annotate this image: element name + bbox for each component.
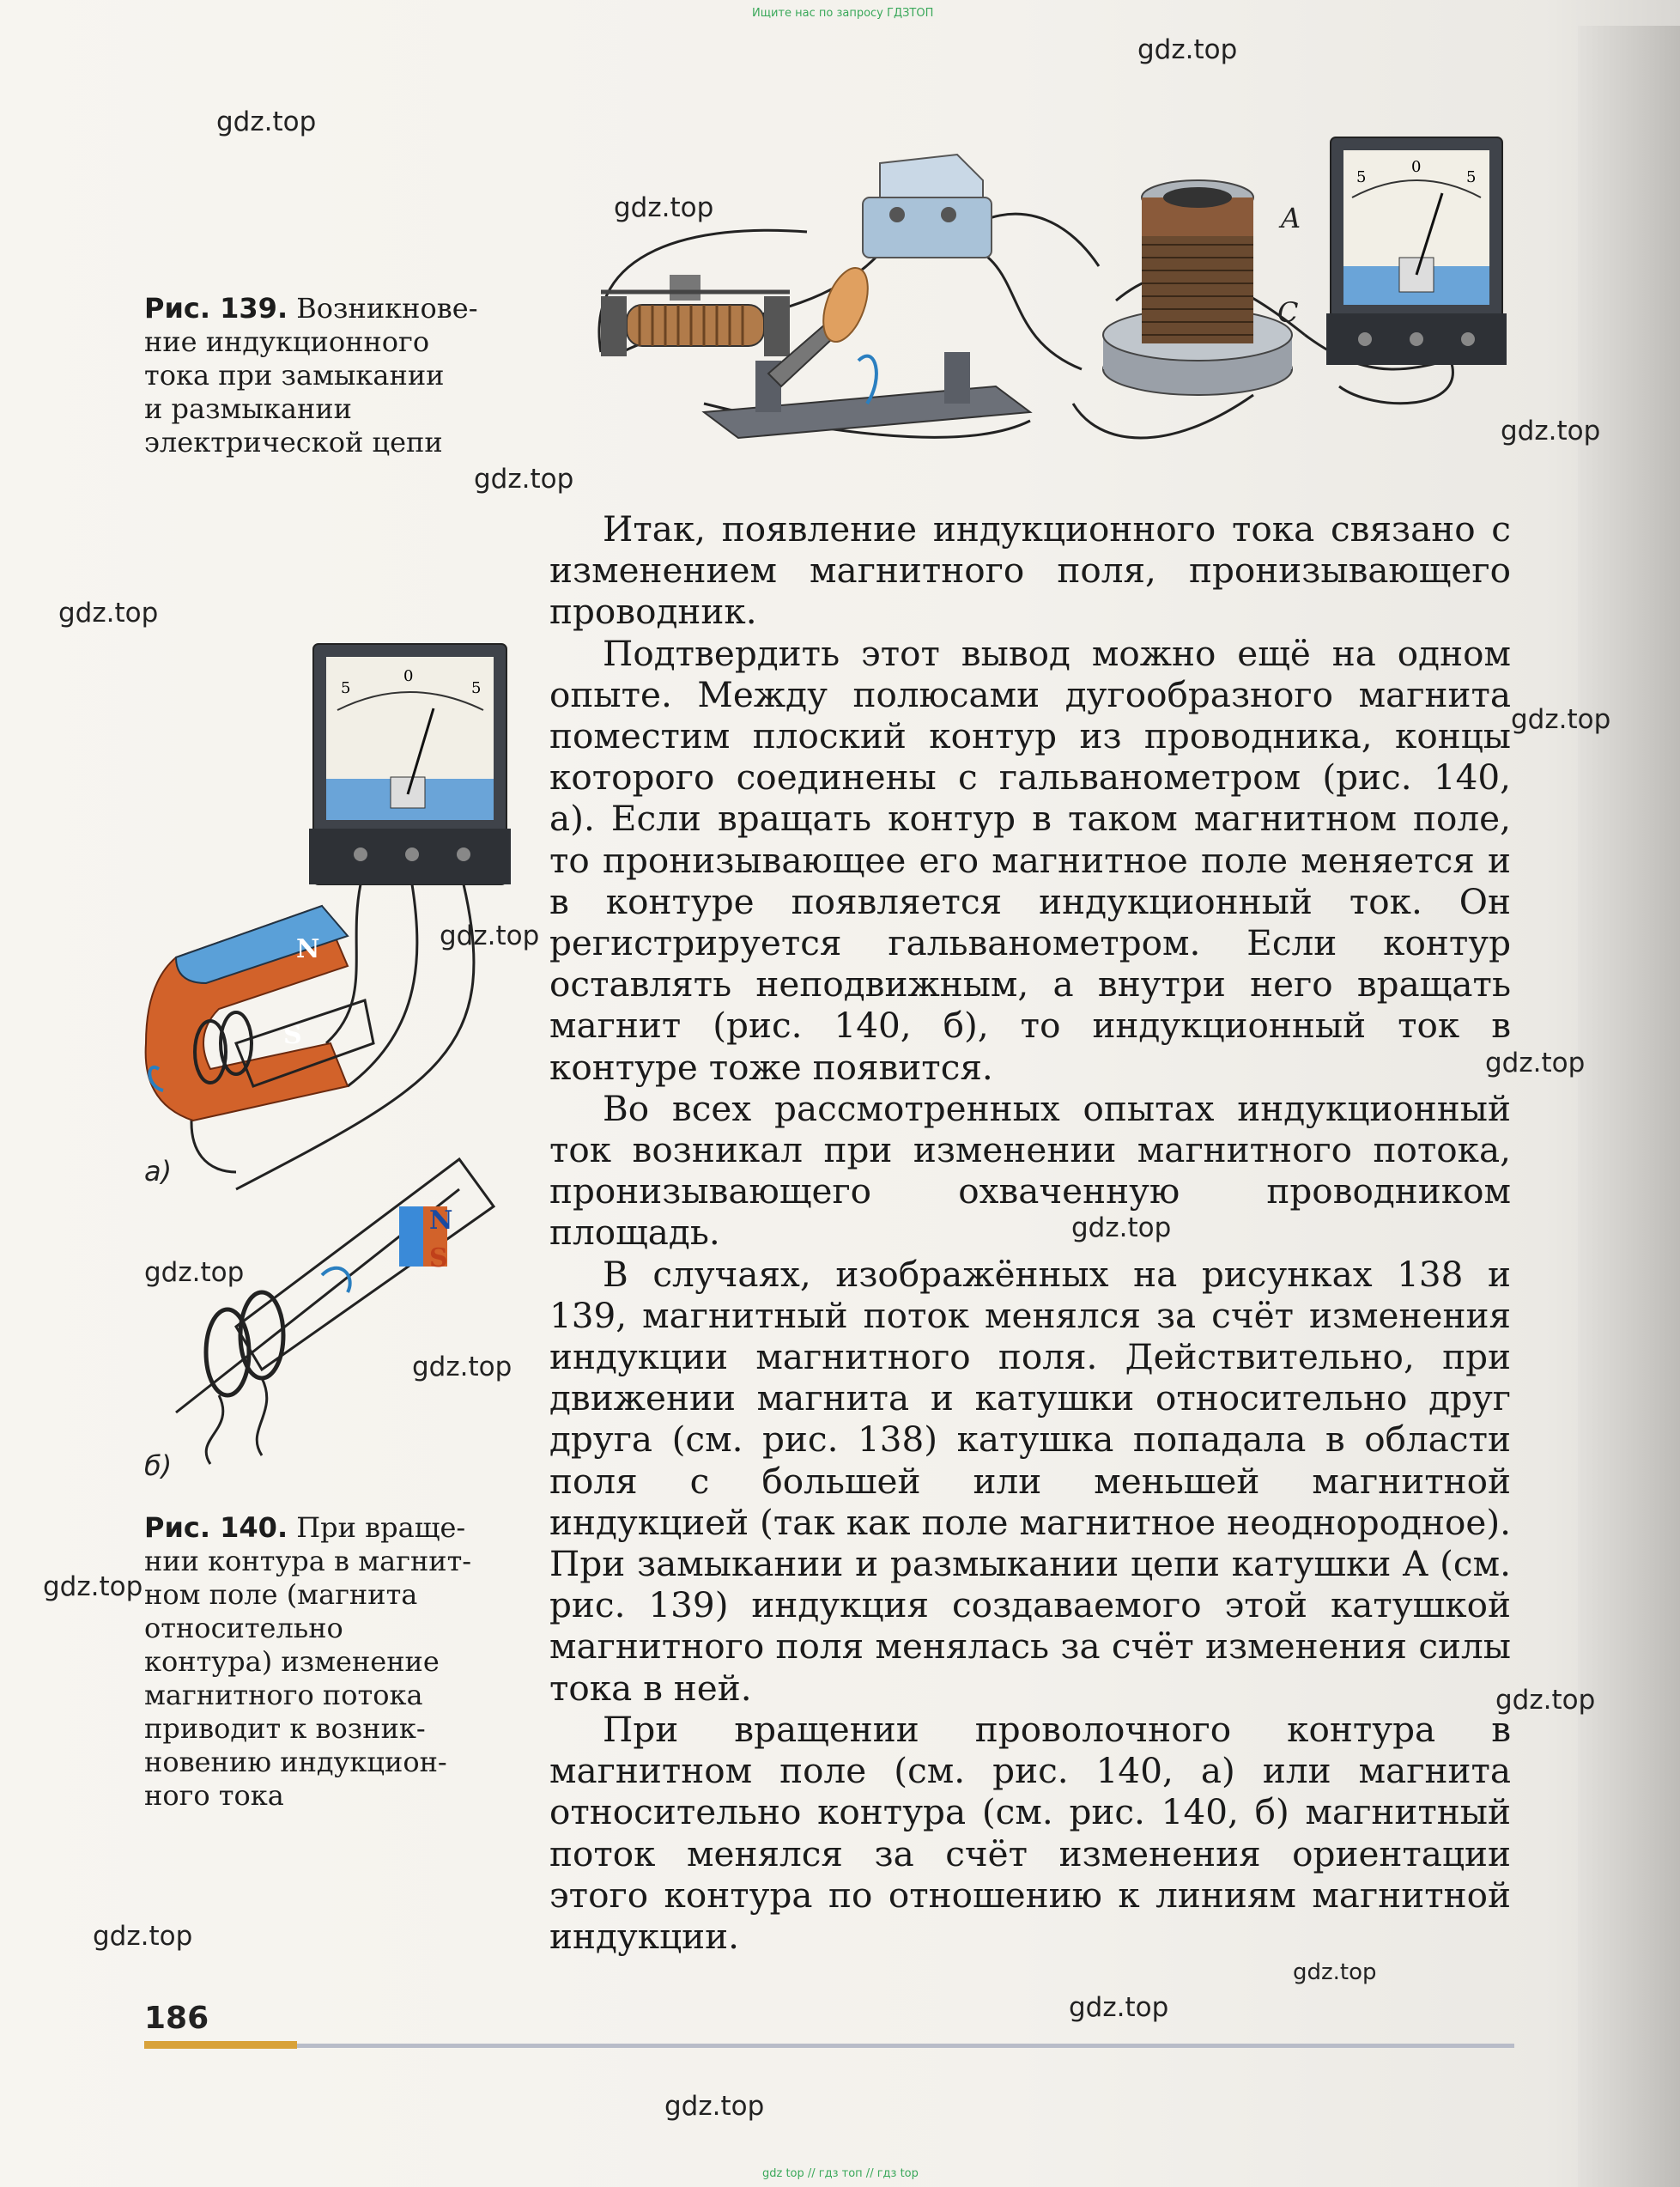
figure-140: [142, 640, 519, 1473]
watermark: gdz.top: [216, 106, 317, 137]
paragraph: Подтвердить этот вывод можно ещё на одном опыте. Между полюсами дугообразного магнита поместим плоский контур из проводника, концы которого соединены с гальванометром (рис. 140, а). Если вращать контур в таком магнитном поле, то пронизывающее его магнитное поле меняется и в контуре появляется индукционный ток. Он регистрируется гальванометром. Если контур оставлять неподвижным, а внутри него вращать магнит (рис. 140, б), то индукционный ток в контуре тоже появится.: [549, 632, 1511, 1088]
paragraph: В случаях, изображённых на рисунках 138 и 139, магнитный поток менялся за счёт изменения индукции магнитного поля. Действительно, при движении магнита и катушки относительно друг друга (см. рис. 138) катушка попадала в области поля с большей или меньшей магнитной индукцией (так как поле магнитное неоднородное). При замыкании и размыкании цепи катушки A (см. рис. 139) индукция создаваемого этой катушкой магнитного поля менялась за счёт изменения силы тока в ней.: [549, 1253, 1511, 1709]
watermark: gdz.top: [614, 192, 714, 223]
svg-text:5: 5: [1356, 168, 1367, 186]
footer-rule: [297, 2044, 1514, 2048]
watermark: gdz.top: [93, 1921, 193, 1952]
coil-label-c: C: [1277, 296, 1299, 329]
watermark: gdz.top: [1495, 1685, 1596, 1716]
watermark: gdz.top: [1485, 1048, 1586, 1078]
watermark: gdz.top: [1511, 704, 1611, 735]
watermark: gdz.top: [1071, 1212, 1172, 1243]
watermark: gdz.top: [1137, 34, 1238, 65]
figure-140-caption: [144, 1511, 505, 1813]
watermark: gdz.top: [440, 920, 540, 951]
figure-139: [549, 129, 1519, 468]
watermark: gdz.top: [144, 1257, 245, 1288]
svg-text:5: 5: [471, 679, 482, 697]
caption-line: ном поле (магнита: [144, 1578, 418, 1611]
caption-line: нии контура в магнит-: [144, 1545, 472, 1577]
svg-text:0: 0: [1411, 158, 1422, 176]
watermark: gdz.top: [1501, 416, 1601, 447]
watermark: gdz.top: [664, 2091, 765, 2122]
caption-line: магнитного потока: [144, 1679, 423, 1711]
svg-text:5: 5: [341, 679, 351, 697]
caption-line: новению индукцион-: [144, 1746, 447, 1778]
footer-rule-accent: [144, 2041, 297, 2049]
watermark: gdz.top: [474, 464, 574, 495]
magnet-a-n: N: [296, 934, 320, 964]
magnet-a-s: S: [283, 1020, 302, 1050]
main-text: [549, 508, 1511, 1957]
caption-line: относительно: [144, 1612, 343, 1644]
paragraph: Итак, появление индукционного тока связано с изменением магнитного поля, пронизывающего проводник.: [549, 508, 1511, 633]
watermark: gdz.top: [412, 1352, 512, 1382]
caption-line: контура) изменение: [144, 1645, 440, 1678]
svg-text:0: 0: [403, 667, 414, 685]
watermark: gdz.top: [43, 1571, 143, 1602]
caption-line: электрической цепи: [144, 426, 443, 459]
watermark-bottom: gdz top // гдз топ // гдз top: [762, 2167, 919, 2180]
magnet-b-n: N: [429, 1206, 453, 1236]
caption-line: Возникнове-: [296, 292, 478, 325]
svg-text:5: 5: [1466, 168, 1477, 186]
caption-line: При враще-: [296, 1511, 466, 1544]
watermark: gdz.top: [1293, 1959, 1377, 1985]
watermark-top: Ищите нас по запросу ГДЗТОП: [752, 7, 934, 20]
figure-140-label-a: а): [144, 1155, 173, 1188]
caption-line: тока при замыкании: [144, 359, 445, 392]
caption-line: ние индукционного: [144, 325, 430, 358]
figure-139-number: Рис. 139.: [144, 292, 288, 325]
caption-line: и размыкании: [144, 392, 352, 425]
watermark: gdz.top: [58, 598, 159, 629]
figure-139-caption: [144, 292, 505, 459]
caption-line: ного тока: [144, 1779, 284, 1812]
figure-140-number: Рис. 140.: [144, 1511, 288, 1544]
page-number: 186: [144, 2001, 209, 2036]
caption-line: приводит к возник-: [144, 1712, 426, 1745]
magnet-b-s: S: [429, 1243, 448, 1273]
paragraph: Во всех рассмотренных опытах индукционный ток возникал при изменении магнитного потока, пронизывающего охваченную проводником площадь.: [549, 1087, 1511, 1254]
page-edge-shadow: [1578, 26, 1680, 2187]
watermark: gdz.top: [1069, 1992, 1169, 2023]
paragraph: При вращении проволочного контура в магнитном поле (см. рис. 140, а) или магнита относительно контура (см. рис. 140, б) магнитный поток менялся за счёт изменения ориентации этого контура по отношению к линиям магнитной индукции.: [549, 1708, 1511, 1957]
figure-140-label-b: б): [144, 1449, 173, 1482]
coil-label-a: A: [1281, 202, 1301, 234]
